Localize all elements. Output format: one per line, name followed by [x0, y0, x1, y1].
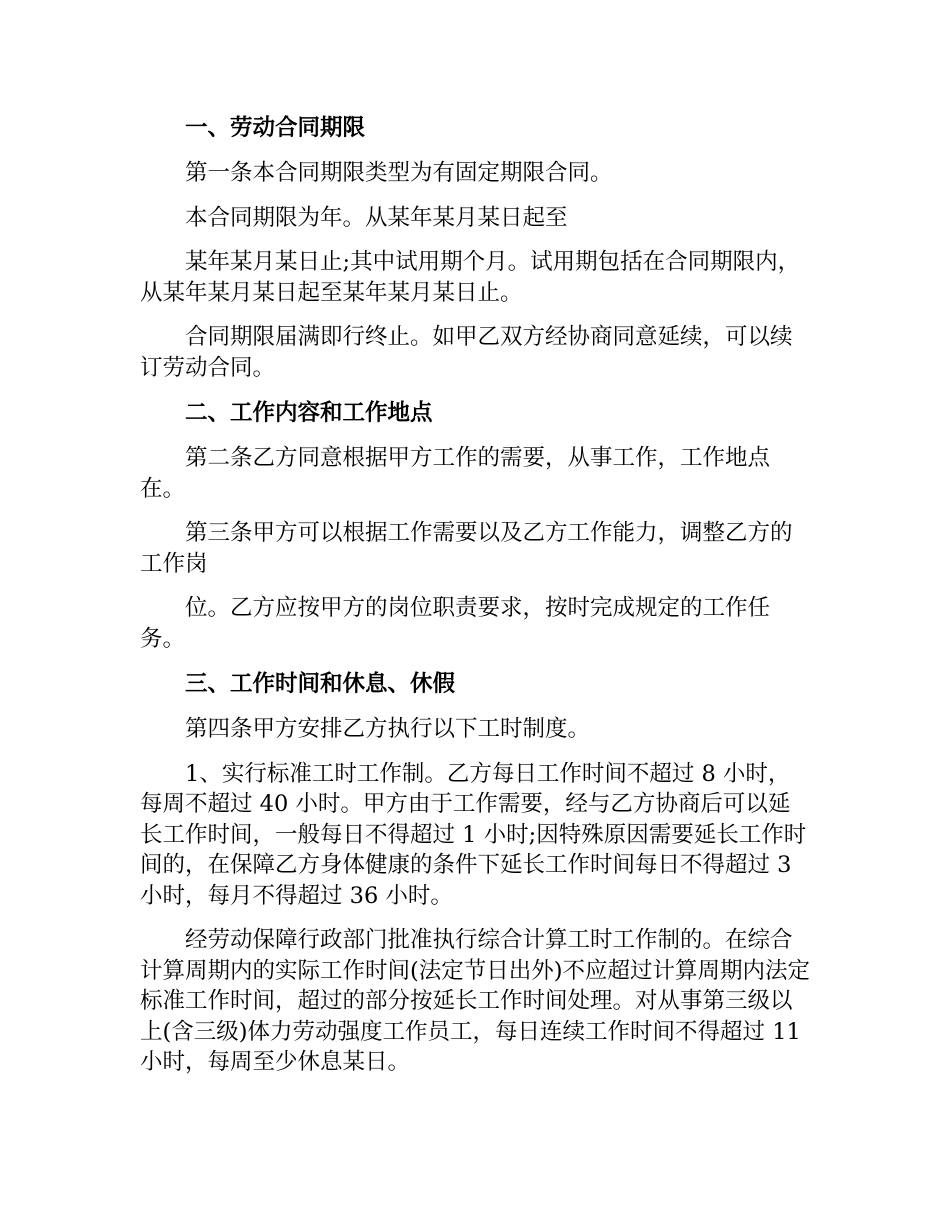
paragraph: 第三条甲方可以根据工作需要以及乙方工作能力，调整乙方的工作岗 — [140, 520, 793, 577]
paragraph: 1、实行标准工时工作制。乙方每日工作时间不超过 8 小时，每周不超过 40 小时。甲方由于工作需要，经与乙方协商后可以延长工作时间，一般每日不得超过 1 小时;因特殊原因需要延长工作时间的，在保障乙方身体健康的条件下延长工作时间每日不得超过 3 小时，每月不得超过 36 小时。 — [140, 760, 807, 909]
paragraph: 第二条乙方同意根据甲方工作的需要，从事工作，工作地点在。 — [140, 445, 771, 502]
paragraph: 某年某月某日止;其中试用期个月。试用期包括在合同期限内，从某年某月某日起至某年某月某日止。 — [140, 249, 801, 306]
paragraph: 位。乙方应按甲方的岗位职责要求，按时完成规定的工作任务。 — [140, 595, 771, 652]
paragraph: 第一条本合同期限类型为有固定期限合同。 — [185, 160, 613, 186]
paragraph: 本合同期限为年。从某年某月某日起至 — [185, 204, 568, 231]
section-heading-term: 一、劳动合同期限 — [185, 115, 366, 141]
document-body — [140, 112, 812, 1092]
paragraph: 第四条甲方安排乙方执行以下工时制度。 — [185, 716, 591, 742]
paragraph: 经劳动保障行政部门批准执行综合计算工时工作制的。在综合计算周期内的实际工作时间(法定节日出外)不应超过计算周期内法定标准工作时间，超过的部分按延长工作时间处理。对从事第三级以上(含三级)体力劳动强度工作员工，每日连续工作时间不得超过 11 小时，每周至少休息某日。 — [140, 927, 811, 1075]
paragraph: 合同期限届满即行终止。如甲乙双方经协商同意延续，可以续订劳动合同。 — [140, 324, 793, 381]
section-heading-working-hours: 三、工作时间和休息、休假 — [185, 671, 456, 697]
section-heading-work-content: 二、工作内容和工作地点 — [185, 400, 433, 426]
